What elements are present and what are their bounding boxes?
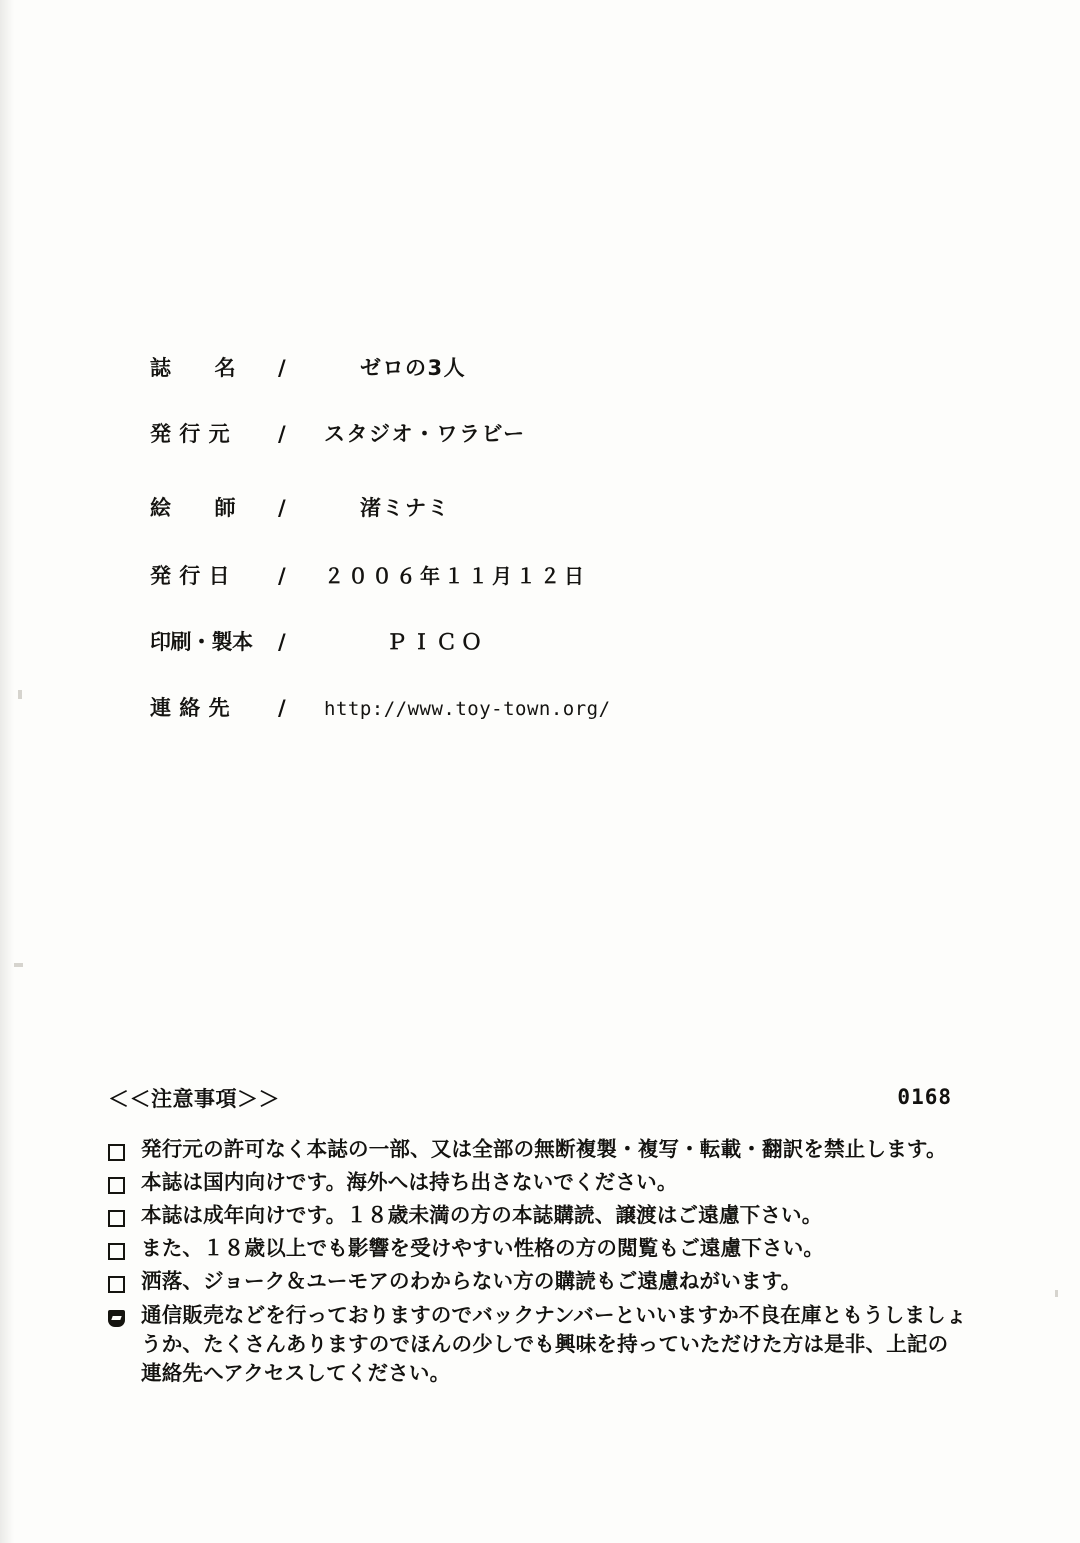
- note-text: 発行元の許可なく本誌の一部、又は全部の無断複製・複写・転載・翻訳を禁止します。: [141, 1137, 947, 1161]
- notes-heading: ＜＜注意事項＞＞: [108, 1087, 280, 1111]
- separator: /: [278, 422, 286, 446]
- separator: /: [278, 564, 286, 588]
- value-printing: ＰＩＣＯ: [386, 630, 486, 654]
- label-artist: 絵 師: [150, 496, 236, 520]
- checkbox-icon: [108, 1144, 125, 1161]
- list-item: [108, 1135, 968, 1164]
- value-title: ゼロの3人: [360, 356, 467, 380]
- colophon-row-publisher: [150, 418, 950, 448]
- list-item: [108, 1267, 968, 1296]
- checkbox-icon: [108, 1210, 125, 1227]
- list-item: [108, 1234, 968, 1263]
- label-printing: 印刷・製本: [150, 630, 253, 654]
- label-title: 誌 名: [150, 356, 236, 380]
- colophon-row-title: [150, 352, 950, 382]
- scan-speck: [1055, 1290, 1058, 1297]
- notes-list: [108, 1135, 968, 1392]
- scan-speck: [14, 963, 23, 967]
- colophon-row-artist: [150, 492, 950, 522]
- colophon-row-date: [150, 560, 950, 590]
- checkbox-filled-icon: [108, 1310, 125, 1327]
- page-number: 0168: [897, 1085, 952, 1109]
- label-publisher: 発 行 元: [150, 422, 231, 446]
- value-artist: 渚ミナミ: [360, 496, 450, 520]
- label-date: 発 行 日: [150, 564, 231, 588]
- note-text: また、１８歳以上でも影響を受けやすい性格の方の閲覧もご遠慮下さい。: [141, 1236, 825, 1261]
- separator: /: [278, 696, 286, 720]
- checkbox-icon: [108, 1243, 125, 1260]
- note-text: 本誌は成年向けです。１８歳未満の方の本誌購読、譲渡はご遠慮下さい。: [141, 1203, 823, 1228]
- note-text: 洒落、ジョーク＆ユーモアのわからない方の購読もご遠慮ねがいます。: [141, 1269, 802, 1294]
- note-text: 通信販売などを行っておりますのでバックナンバーといいますか不良在庫ともうしましょうか、たくさんありますのでほんの少しでも興味を持っていただけた方は是非、上記の連絡先へアクセスしてください。: [141, 1302, 967, 1385]
- note-text: 本誌は国内向けです。海外へは持ち出さないでください。: [141, 1170, 678, 1195]
- list-item: [108, 1168, 968, 1197]
- list-item: [108, 1201, 968, 1230]
- scan-speck: [18, 690, 22, 699]
- checkbox-icon: [108, 1276, 125, 1293]
- value-contact-url[interactable]: http://www.toy-town.org/: [324, 698, 611, 720]
- separator: /: [278, 356, 286, 380]
- label-contact: 連 絡 先: [150, 696, 231, 720]
- colophon-row-contact: [150, 692, 950, 722]
- separator: /: [278, 630, 286, 654]
- list-item: [108, 1301, 968, 1388]
- value-date: ２００６年１１月１２日: [324, 564, 588, 588]
- scan-edge-shadow: [0, 0, 14, 1543]
- separator: /: [278, 496, 286, 520]
- value-publisher: スタジオ・ワラビー: [324, 422, 526, 446]
- colophon-details: [150, 352, 950, 758]
- checkbox-icon: [108, 1177, 125, 1194]
- colophon-row-printing: [150, 626, 950, 656]
